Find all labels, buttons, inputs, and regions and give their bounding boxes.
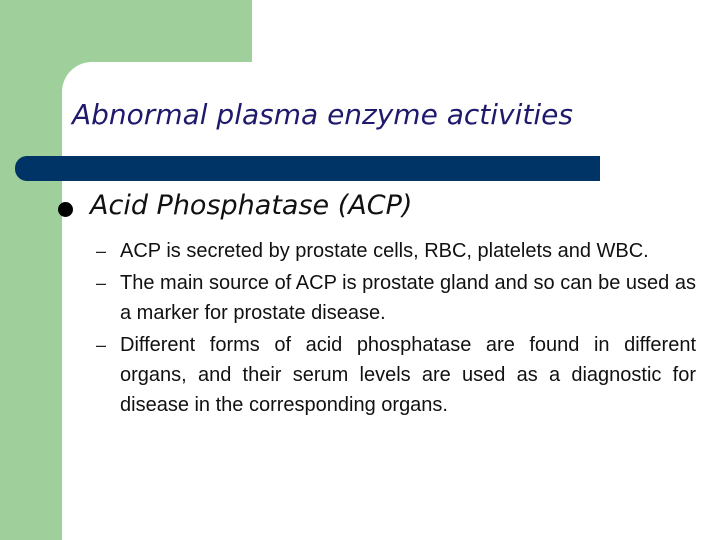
bullet-item	[58, 190, 698, 230]
title-underline-bar	[15, 156, 600, 181]
green-left-band	[0, 0, 62, 540]
sub-bullet-item	[96, 330, 696, 420]
sub-bullet-text: The main source of ACP is prostate gland and so can be used as a marker for prostate disease.	[120, 272, 696, 324]
dash-icon: –	[96, 273, 107, 293]
sub-bullet-text: Different forms of acid phosphatase are found in different organs, and their serum levels are used as a diagnostic for disease in the corresponding organs.	[120, 334, 696, 416]
slide-title: Abnormal plasma enzyme activities	[72, 98, 573, 131]
sub-bullet-list	[96, 236, 696, 420]
sub-bullet-text: ACP is secreted by prostate cells, RBC, platelets and WBC.	[120, 240, 649, 262]
sub-bullet-item	[96, 268, 696, 328]
bullet-heading: Acid Phosphatase (ACP)	[90, 190, 413, 221]
dash-icon: –	[96, 241, 107, 261]
sub-bullet-item	[96, 236, 696, 266]
bullet-dot-icon	[58, 202, 73, 217]
dash-icon: –	[96, 335, 107, 355]
